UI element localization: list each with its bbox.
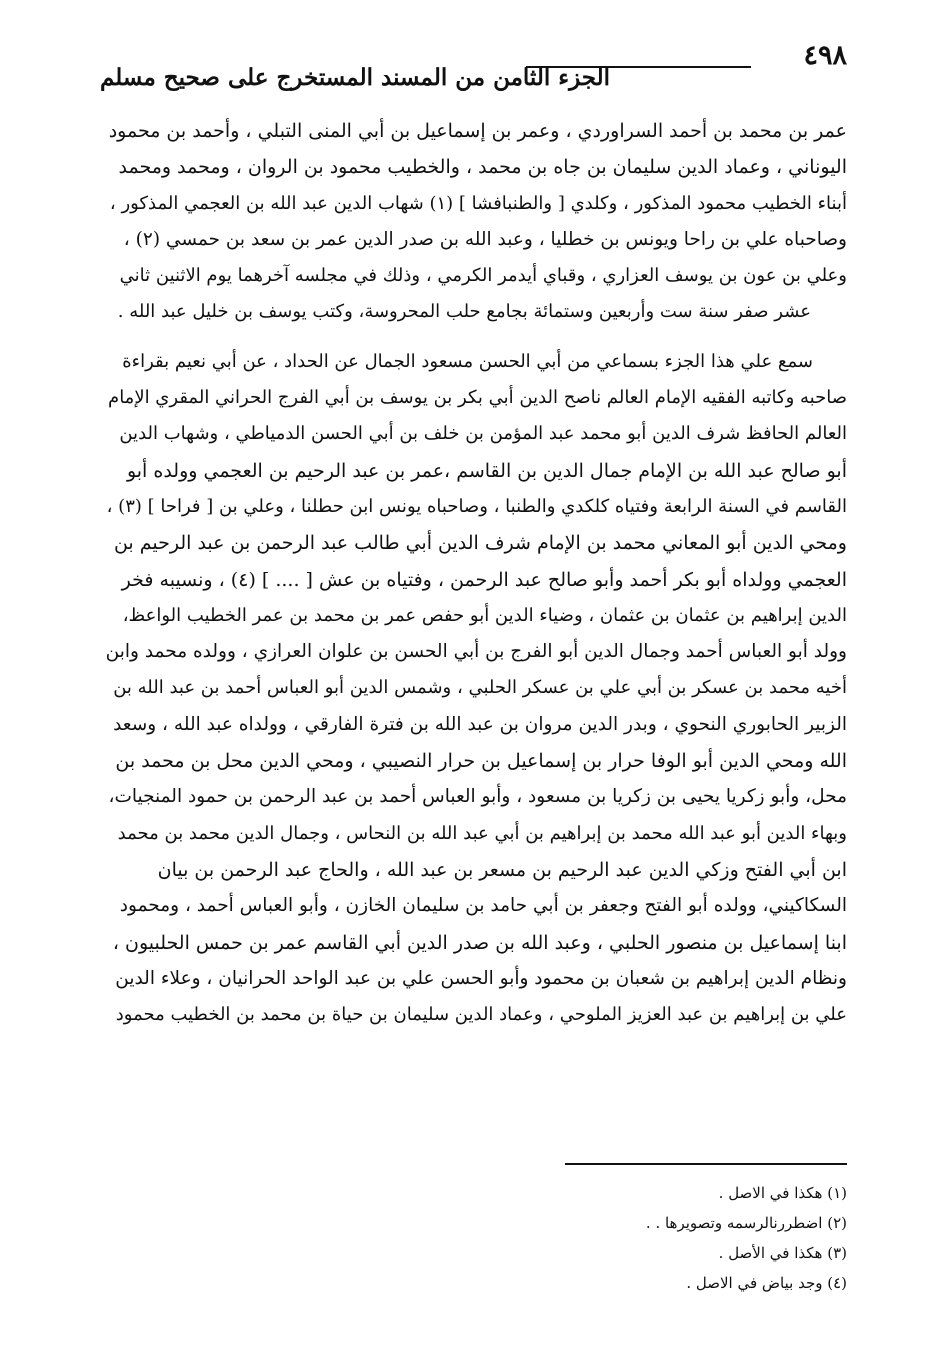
text-line: أبناء الخطيب محمود المذكور ، وكلدي [ والطنبافشا ] (١) شهاب الدين عبد الله بن العجمي المذكور ، (109, 192, 847, 214)
body-text (106, 113, 847, 1033)
text-line: الله ومحي الدين أبو الوفا حرار بن إسماعيل بن حرار النصيبي ، ومحي الدين محل بن محمد بن (115, 750, 847, 773)
footnote: (١) هكذا في الاصل . (718, 1184, 847, 1202)
text-line: السكاكيني، وولده أبو الفتح وجعفر بن أبي حامد بن سليمان الخازن ، وأبو العباس أحمد ، ومحمود (119, 895, 847, 917)
page-header (100, 38, 847, 98)
text-line: عمر بن محمد بن أحمد السراوردي ، وعمر بن إسماعيل بن أبي المنى التبلي ، وأحمد بن محمود (108, 120, 847, 142)
text-line: سمع علي هذا الجزء بسماعي من أبي الحسن مسعود الجمال عن الحداد ، عن أبي نعيم بقراءة (122, 350, 813, 372)
text-line: ابن أبي الفتح وزكي الدين عبد الرحيم بن مسعر بن عبد الله ، والحاج عبد الرحمن بن بيان (157, 858, 847, 881)
text-line: صاحبه وكاتبه الفقيه الإمام العالم ناصح الدين أبي بكر بن يوسف بن أبي الفرج الحراني المقري الإمام (108, 387, 847, 409)
text-line: علي بن إبراهيم بن عبد العزيز الملوحي ، وعماد الدين سليمان بن حياة بن محمد بن الخطيب محمود (115, 1004, 847, 1026)
footnote: (٤) وجد بياض في الاصل . (686, 1274, 847, 1292)
text-line: ونظام الدين إبراهيم بن شعبان بن محمود وأبو الحسن علي بن عبد الواحد الحرانيان ، وعلاء الدين (115, 967, 847, 989)
text-line: أبو صالح عبد الله بن الإمام جمال الدين بن القاسم ،عمر بن عبد الرحيم بن العجمي وولده أبو (126, 459, 847, 482)
text-line: أخيه محمد بن عسكر بن أبي علي بن عسكر الحلبي ، وشمس الدين أبو العباس أحمد بن عبد الله بن (113, 677, 847, 699)
text-line: وعلي بن عون بن يوسف العزاري ، وقباي أيدمر الكرمي ، وذلك في مجلسه آخرهما يوم الاثنين ثاني (119, 265, 847, 287)
text-line: اليوناني ، وعماد الدين سليمان بن جاه بن محمد ، والخطيب محمود بن الروان ، ومحمد ومحمد (118, 156, 847, 179)
paragraph-gap (106, 331, 847, 344)
text-line: وولد أبو العباس أحمد وجمال الدين أبو الفرج بن أبي الحسن بن علوان العرازي ، وولده محمد وابن (106, 641, 847, 663)
running-title: الجزء الثامن من المسند المستخرج على صحيح مسلم (100, 64, 610, 91)
paragraph (106, 113, 847, 331)
footnote: (٣) هكذا في الأصل . (718, 1244, 847, 1262)
text-line: ومحي الدين أبو المعاني محمد بن الإمام شرف الدين أبي طالب عبد الرحمن بن عبد الرحيم بن (113, 532, 847, 555)
text-line: وصاحباه علي بن راحا ويونس بن خطليا ، وعبد الله بن صدر الدين عمر بن سعد بن حمسي (٢) ، (123, 228, 847, 250)
footnotes (427, 1178, 847, 1298)
text-line: العالم الحافظ شرف الدين أبو محمد عبد المؤمن بن خلف بن أبي الحسن الدمياطي ، وشهاب الدين (119, 423, 847, 445)
text-line: وبهاء الدين أبو عبد الله محمد بن إبراهيم بن أبي عبد الله بن النحاس ، وجمال الدين محمد بن محمد (117, 822, 847, 844)
footnote-rule (565, 1163, 847, 1165)
text-line: القاسم في السنة الرابعة وفتياه كلكدي والطنبا ، وصاحباه يونس ابن حطلنا ، وعلي بن [ فراحا ] (٣) ، (106, 495, 847, 517)
paragraph (106, 344, 847, 1034)
text-line: ابنا إسماعيل بن منصور الحلبي ، وعبد الله بن صدر الدين أبي القاسم عمر بن حمس الحلبيون ، (112, 931, 847, 954)
page-number: ٤٩٨ (803, 40, 847, 71)
text-line: محل، وأبو زكريا يحيى بن زكريا بن مسعود ، وأبو العباس أحمد بن عبد الرحمن بن حمود المنجيات، (108, 786, 847, 808)
text-line: عشر صفر سنة ست وأربعين وستمائة بجامع حلب المحروسة، وكتب يوسف بن خليل عبد الله . (117, 301, 811, 323)
text-line: الزبير الحابوري النحوي ، وبدر الدين مروان بن عبد الله بن فترة الفارقي ، وولداه عبد الله ، وسعد (113, 713, 847, 735)
footnote: (٢) اضطررنالرسمه وتصويرها . . (645, 1214, 847, 1232)
text-line: العجمي وولداه أبو بكر أحمد وأبو صالح عبد الرحمن ، وفتياه بن عش [ .... ] (٤) ، ونسيبه فخر (121, 568, 847, 591)
text-line: الدين إبراهيم بن عثمان بن عثمان ، وضياء الدين أبو حفص عمر بن محمد بن عمر الخطيب الواعظ، (122, 604, 847, 626)
